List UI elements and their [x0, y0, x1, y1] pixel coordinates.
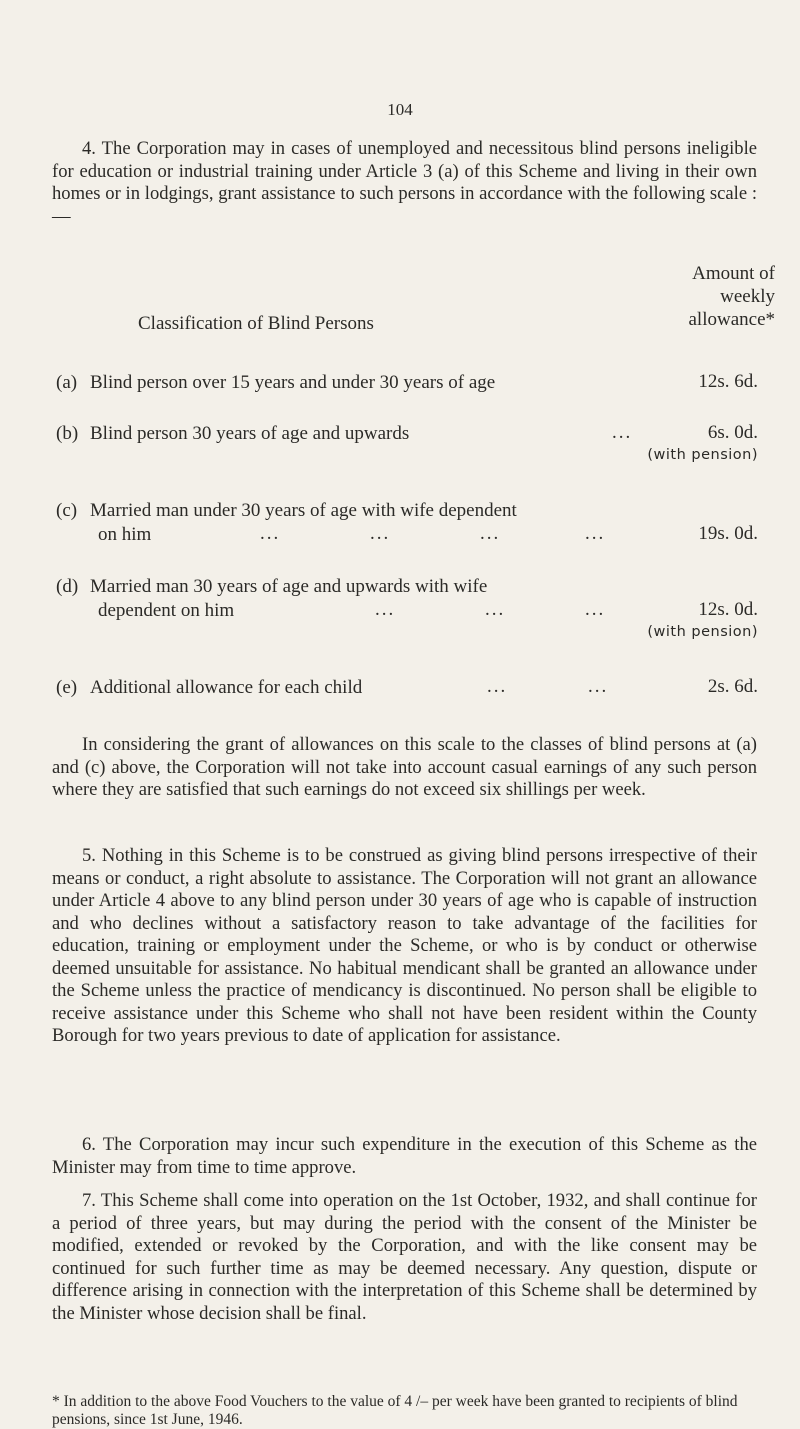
- row-d-leader-dots-3: ...: [585, 599, 606, 620]
- paragraph-6: 6. The Corporation may incur such expenditure in the execution of this Scheme as the Minister may from time to time approve.: [52, 1134, 757, 1178]
- row-b-leader-dots: ...: [612, 422, 633, 443]
- paragraph-7: 7. This Scheme shall come into operation on the 1st October, 1932, and shall continue for a period of three years, but may during the period with the consent of the Minister be modified, extended or revoked by the Corporation, and with the like consent may be continued for such further time as may be deemed necessary. Any question, dispute or difference arising in connection with the interpretation of this Scheme shall be determined by the Minister whose decision shall be final.: [52, 1190, 757, 1324]
- row-e-leader-dots-1: ...: [487, 676, 508, 697]
- scale-row-b-label: [56, 422, 616, 446]
- row-c-leader-dots-1: ...: [260, 523, 281, 544]
- paragraph-4: 4. The Corporation may in cases of unemployed and necessitous blind persons ineligible for education or industrial training under Article 3 (a) of this Scheme and living in their own homes or in lodgings, grant assistance to such persons in accordance with the following scale :—: [52, 138, 757, 227]
- row-e-leader-dots-2: ...: [588, 676, 609, 697]
- scale-row-c-label: [56, 499, 616, 547]
- scale-row-a-label: [56, 371, 616, 395]
- row-d-mark: (d): [56, 576, 79, 597]
- row-a-text: Blind person over 15 years and under 30 years of age: [90, 372, 496, 393]
- paragraph-5: 5. Nothing in this Scheme is to be construed as giving blind persons irrespective of their means or conduct, a right absolute to assistance. The Corporation will not grant an allowance under Article 4 above to any blind person under 30 years of age who is capable of instruction and who declines without a satisfactory reason to take advantage of the facilities for education, training or employment under the Scheme, or who is by conduct or otherwise deemed unsuitable for assistance. No habitual mendicant shall be granted an allowance under the Scheme unless the practice of mendicancy is discontinued. No person shall be eligible to receive assistance under this Scheme who shall not have been resident within the County Borough for two years previous to date of application for assistance.: [52, 845, 757, 1046]
- row-c-text: Married man under 30 years of age with wife dependent: [90, 500, 517, 521]
- footnote: * In addition to the above Food Vouchers to the value of 4 /– per week have been granted to recipients of blind pensions, since 1st June, 1946.: [52, 1393, 738, 1428]
- row-c-leader-dots-4: ...: [585, 523, 606, 544]
- row-e-amount: 2s. 6d.: [707, 676, 758, 697]
- classification-column-header: Classification of Blind Persons: [138, 313, 374, 334]
- row-b-amount: 6s. 0d.: [707, 422, 758, 443]
- row-a-amount: 12s. 6d.: [698, 371, 758, 392]
- row-b-text: Blind person 30 years of age and upwards: [90, 423, 410, 444]
- scale-row-e-label: [56, 676, 616, 700]
- row-d-text: Married man 30 years of age and upwards with wife: [90, 576, 488, 597]
- row-b-mark: (b): [56, 423, 79, 444]
- row-d-leader-dots-2: ...: [485, 599, 506, 620]
- row-c-leader-dots-3: ...: [480, 523, 501, 544]
- scale-row-d-label: [56, 575, 616, 623]
- row-c-leader-dots-2: ...: [370, 523, 391, 544]
- row-c-text-continued: on him: [98, 524, 152, 545]
- page-number: 104: [387, 100, 413, 119]
- row-d-text-continued: dependent on him: [98, 600, 235, 621]
- row-d-leader-dots-1: ...: [375, 599, 396, 620]
- row-d-note: (with pension): [647, 624, 758, 640]
- row-e-mark: (e): [56, 677, 78, 698]
- row-c-mark: (c): [56, 500, 78, 521]
- amount-header-line-3: allowance*: [688, 309, 775, 330]
- row-c-amount: 19s. 0d.: [698, 523, 758, 544]
- paragraph-considering: In considering the grant of allowances on this scale to the classes of blind persons at (a) and (c) above, the Corporation will not take into account casual earnings of any such person where they are satisfied that such earnings do not exceed six shillings per week.: [52, 734, 757, 800]
- amount-column-header: [600, 262, 775, 331]
- amount-header-line-1: Amount of: [692, 263, 775, 284]
- row-a-mark: (a): [56, 372, 78, 393]
- row-b-note: (with pension): [647, 447, 758, 463]
- row-d-amount: 12s. 0d.: [698, 599, 758, 620]
- row-e-text: Additional allowance for each child: [90, 677, 363, 698]
- amount-header-line-2: weekly: [720, 286, 775, 307]
